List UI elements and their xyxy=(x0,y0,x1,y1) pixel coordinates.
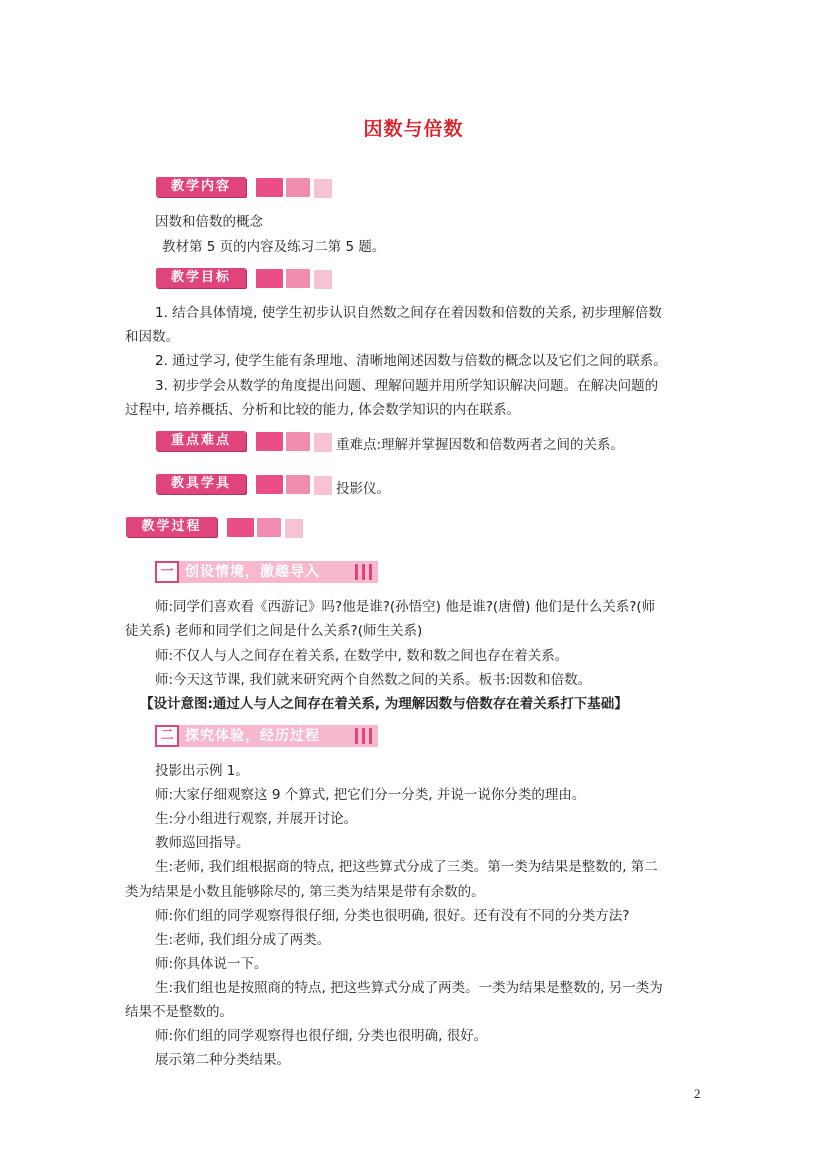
section-badge-goals: 教学目标 xyxy=(156,268,246,288)
dialogue-line: 师:你们组的同学观察得也很仔细, 分类也很明确, 很好。 xyxy=(155,1028,488,1044)
page-title: 因数与倍数 xyxy=(363,118,464,140)
dialogue-line: 师:你具体说一下。 xyxy=(155,956,268,972)
dialogue-line: 结果不是整数的。 xyxy=(125,1004,233,1020)
dialogue-line: 师:大家仔细观察这 9 个算式, 把它们分一分类, 并说一说你分类的理由。 xyxy=(155,787,586,803)
goal-line: 3. 初步学会从数学的角度提出问题、理解问题并用所学知识解决问题。在解决问题的 xyxy=(155,378,659,394)
decor-square xyxy=(256,269,283,288)
section-badge-process: 教学过程 xyxy=(126,517,217,537)
page-number: 2 xyxy=(694,1086,701,1101)
decor-square xyxy=(314,270,332,289)
key-text: 重难点:理解并掌握因数和倍数两者之间的关系。 xyxy=(336,437,625,453)
decor-square xyxy=(286,432,310,451)
decor-square xyxy=(314,433,332,452)
goal-line: 和因数。 xyxy=(125,329,179,345)
decor-bar xyxy=(362,728,365,744)
step-header-1 xyxy=(155,561,378,583)
dialogue-line: 师:不仅人与人之间存在着关系, 在数学中, 数和数之间也存在着关系。 xyxy=(155,648,569,664)
section-badge-tools: 教具学具 xyxy=(156,474,246,494)
decor-bar xyxy=(362,564,365,580)
dialogue-line: 师:你们组的同学观察得很仔细, 分类也很明确, 很好。还有没有不同的分类方法? xyxy=(155,908,630,924)
decor-square xyxy=(286,475,310,494)
dialogue-line: 展示第二种分类结果。 xyxy=(155,1052,290,1068)
step-label: 探究体验，经历过程 xyxy=(185,728,320,744)
decor-bar xyxy=(355,564,358,580)
step-label: 创设情境，激趣导入 xyxy=(185,564,320,580)
decor-square xyxy=(256,475,283,494)
decor-square xyxy=(314,179,332,198)
dialogue-line: 生:分小组进行观察, 并展开讨论。 xyxy=(155,811,358,827)
decor-bar xyxy=(355,728,358,744)
content-line: 教材第 5 页的内容及练习二第 5 题。 xyxy=(162,239,386,255)
decor-square xyxy=(314,476,332,495)
dialogue-line: 徒关系) 老师和同学们之间是什么关系?(师生关系) xyxy=(125,623,423,639)
decor-square xyxy=(286,178,310,197)
decor-square xyxy=(256,178,283,197)
dialogue-line: 投影出示例 1。 xyxy=(155,763,249,779)
decor-square xyxy=(257,518,281,537)
content-line: 因数和倍数的概念 xyxy=(155,214,263,230)
dialogue-line: 生:老师, 我们组分成了两类。 xyxy=(155,932,331,948)
section-badge-key: 重点难点 xyxy=(156,431,246,451)
section-badge-content: 教学内容 xyxy=(156,177,246,197)
goal-line: 2. 通过学习, 使学生能有条理地、清晰地阐述因数与倍数的概念以及它们之间的联系。 xyxy=(155,353,667,369)
decor-square xyxy=(285,519,303,538)
step-number: 二 xyxy=(155,725,179,747)
decor-square xyxy=(286,269,310,288)
dialogue-line: 师:同学们喜欢看《西游记》吗?他是谁?(孙悟空) 他是谁?(唐僧) 他们是什么关系?(师 xyxy=(155,599,656,615)
dialogue-line: 类为结果是小数且能够除尽的, 第三类为结果是带有余数的。 xyxy=(125,884,485,900)
decor-bar xyxy=(369,564,372,580)
goal-line: 过程中, 培养概括、分析和比较的能力, 体会数学知识的内在联系。 xyxy=(125,402,521,418)
decor-square xyxy=(256,432,283,451)
goal-line: 1. 结合具体情境, 使学生初步认识自然数之间存在着因数和倍数的关系, 初步理解倍数 xyxy=(155,305,662,321)
dialogue-line: 生:老师, 我们组根据商的特点, 把这些算式分成了三类。第一类为结果是整数的, 第二 xyxy=(155,859,658,875)
design-intent: 【设计意图:通过人与人之间存在着关系, 为理解因数与倍数存在着关系打下基础】 xyxy=(140,696,628,712)
step-header-2 xyxy=(155,725,378,747)
dialogue-line: 教师巡回指导。 xyxy=(155,835,250,851)
dialogue-line: 师:今天这节课, 我们就来研究两个自然数之间的关系。板书:因数和倍数。 xyxy=(155,672,592,688)
step-number: 一 xyxy=(155,561,179,583)
decor-bar xyxy=(369,728,372,744)
decor-square xyxy=(227,518,254,537)
tools-text: 投影仪。 xyxy=(336,481,390,497)
dialogue-line: 生:我们组也是按照商的特点, 把这些算式分成了两类。一类为结果是整数的, 另一类为 xyxy=(155,980,663,996)
